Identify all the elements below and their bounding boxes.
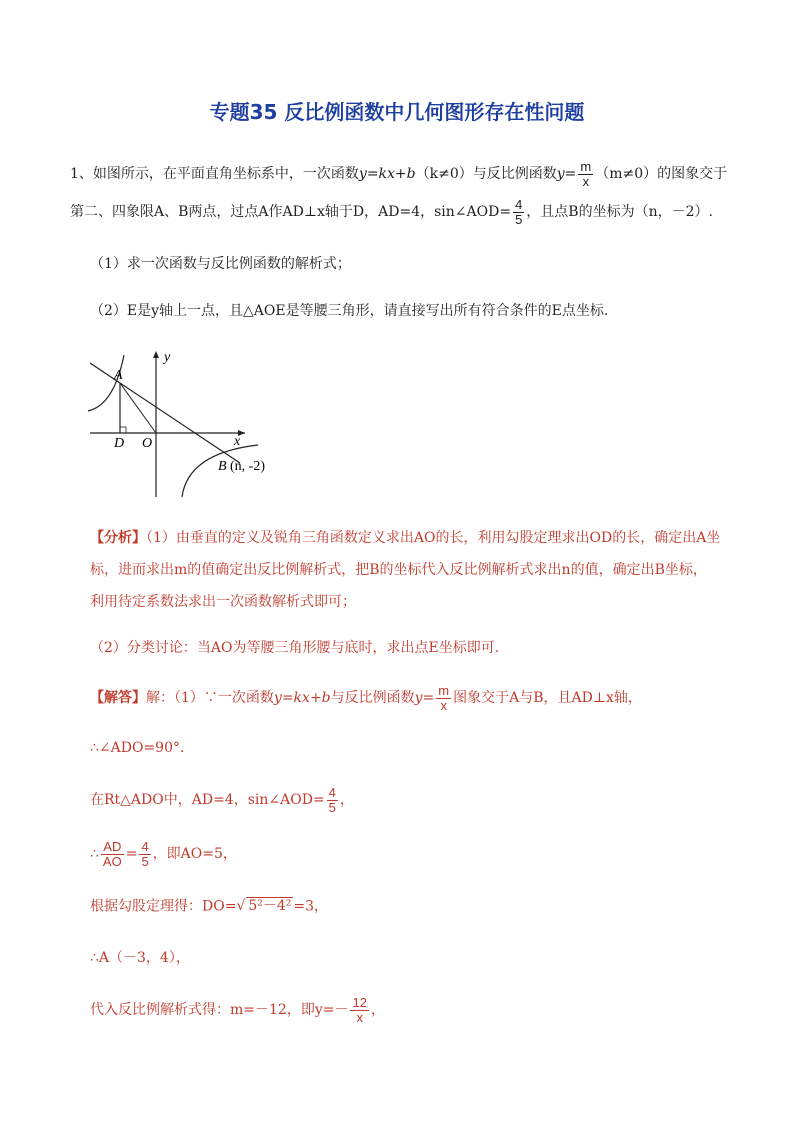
- fraction-m-over-x: $\frac{m}{x}$: [438, 683, 450, 713]
- solution-text: 在Rt△ADO中，AD=4，sin∠AOD=: [90, 792, 325, 809]
- y-axis-arrow-icon: [153, 351, 159, 358]
- fraction-4-over-5: $\frac{4}{5}$: [515, 197, 523, 227]
- problem-text: 第二、四象限A、B两点，过点A作AD⊥x轴于D，AD=4，sin∠AOD=: [70, 204, 512, 221]
- solution-text: 与反比例函数: [330, 690, 415, 707]
- fraction-ad-over-ao: $\frac{AD}{AO}$: [102, 839, 122, 869]
- solution-text: ，即AO=5，: [152, 846, 237, 863]
- solution-line-7: [90, 996, 385, 1024]
- fraction-4-over-5: $\frac{4}{5}$: [328, 785, 336, 815]
- problem-text: ，且点B的坐标为（n，－2）.: [526, 204, 713, 221]
- linear-graph: [90, 363, 240, 463]
- question-2: （2）E是y轴上一点，且△AOE是等腰三角形，请直接写出所有符合条件的E点坐标.: [90, 303, 609, 319]
- fraction-4-over-5: $\frac{4}{5}$: [141, 839, 149, 869]
- label-y: y: [164, 350, 171, 365]
- analysis-line-2: 标，进而求出m的值确定出反比例解析式，把B的坐标代入反比例解析式求出n的值，确定出B坐标，: [90, 562, 707, 578]
- problem-line-2: [70, 198, 713, 226]
- analysis-tag: 【分析】: [90, 530, 146, 546]
- coordinate-figure: [80, 345, 300, 505]
- solution-line-4: [90, 840, 237, 868]
- solution-text: 解：（1）∵一次函数: [146, 690, 274, 707]
- segment-AO: [120, 383, 156, 433]
- solution-text: =3，: [293, 898, 329, 915]
- hyperbola-branch-2: [88, 355, 124, 411]
- analysis-line-1: [90, 530, 720, 547]
- solution-line-5: [90, 898, 328, 915]
- problem-text: （m≠0）的图象交于: [595, 166, 728, 183]
- solution-line-2: ∴∠ADO=90°．: [90, 740, 194, 756]
- analysis-line-4: （2）分类讨论：当AO为等腰三角形腰与底时，求出点E坐标即可.: [90, 640, 500, 656]
- problem-text: 1、如图所示，在平面直角坐标系中，一次函数: [70, 166, 359, 183]
- label-x: x: [234, 434, 241, 449]
- square-root: √ 5²－4²: [236, 898, 292, 914]
- solution-text: 根据勾股定理得：DO=: [90, 898, 237, 915]
- solution-text: =: [125, 846, 138, 863]
- label-B: B: [218, 459, 227, 474]
- solution-text: 代入反比例解析式得：m=－12，即y=－: [90, 1002, 349, 1019]
- solution-tag: 【解答】: [90, 690, 146, 707]
- solution-line-1: [90, 684, 642, 712]
- label-A: A: [114, 368, 123, 383]
- solution-text: ∴: [90, 846, 99, 863]
- right-angle-mark: [120, 427, 126, 433]
- page-title: 专题35 反比例函数中几何图形存在性问题: [209, 100, 585, 124]
- solution-line-6: ∴A（－3，4），: [90, 950, 190, 966]
- fraction-12-over-x: $\frac{12}{x}$: [352, 995, 367, 1025]
- linear-function: y=kx+b: [273, 690, 331, 707]
- inverse-function: y=: [556, 166, 577, 183]
- label-B-coordinates: (n, -2): [230, 459, 265, 474]
- solution-text: ，: [370, 1002, 385, 1019]
- problem-text: （k≠0）与反比例函数: [415, 166, 557, 183]
- analysis-line-3: 利用待定系数法求出一次函数解析式即可；: [90, 594, 356, 610]
- inverse-function: y=: [414, 690, 435, 707]
- label-O: O: [142, 436, 153, 451]
- solution-line-3: [90, 786, 354, 814]
- solution-text: 图象交于A与B，且AD⊥x轴，: [453, 690, 642, 707]
- linear-function: y=kx+b: [358, 166, 416, 183]
- solution-text: ，: [339, 792, 354, 809]
- problem-line-1: [70, 160, 727, 188]
- fraction-m-over-x: $\frac{m}{x}$: [580, 159, 592, 189]
- analysis-text: （1）由垂直的定义及锐角三角函数定义求出AO的长，利用勾股定理求出OD的长，确定出A坐: [146, 530, 721, 546]
- label-D: D: [114, 436, 125, 451]
- question-1: （1）求一次函数与反比例函数的解析式；: [90, 256, 351, 272]
